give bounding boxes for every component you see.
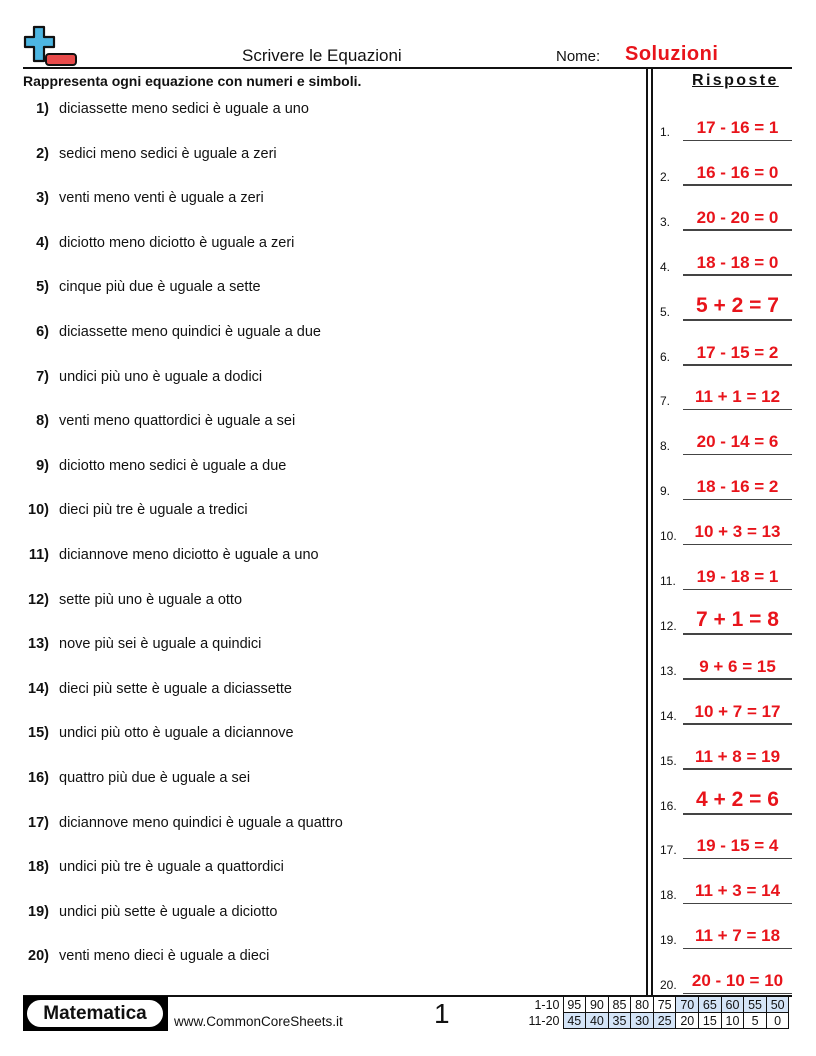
question-number: 9) [36,457,49,474]
question-item [0,458,640,480]
question-item [0,592,640,614]
question-item [0,725,640,747]
score-cell: 15 [699,1013,722,1029]
answer-item [660,740,792,770]
answer-number: 16. [660,798,677,813]
answer-number: 4. [660,259,671,274]
answer-value: 4 + 2 = 6 [696,787,779,811]
answer-value: 10 + 3 = 13 [694,522,781,542]
answer-value: 19 - 15 = 4 [696,836,779,856]
answer-value: 5 + 2 = 7 [696,293,779,317]
answer-value: 18 - 18 = 0 [696,252,779,272]
question-number: 20) [28,948,49,965]
answer-value: 9 + 6 = 15 [699,656,776,676]
answer-number: 7. [660,394,671,409]
answer-item [660,291,792,321]
column-divider [646,68,648,996]
answer-value: 11 + 7 = 18 [694,926,781,946]
answer-line [683,633,792,635]
page-number: 1 [434,998,450,1029]
question-number: 4) [36,234,49,251]
score-cell: 60 [721,997,744,1013]
answer-number: 1. [660,125,671,139]
question-text: cinque più due è uguale a sette [59,279,261,296]
answer-item [660,650,792,680]
question-item [0,904,640,926]
answer-item [660,829,792,859]
answer-item [660,380,792,410]
question-text: undici più tre è uguale a quattordici [59,859,284,876]
question-number: 15) [28,725,49,742]
answer-item [660,515,792,545]
question-text: sedici meno sedici è uguale a zeri [59,145,277,162]
answer-line [683,813,792,815]
question-text: diciotto meno sedici è uguale a due [59,457,287,474]
worksheet-title: Scrivere le Equazioni [242,46,402,65]
score-cell: 90 [586,997,609,1013]
answer-line [683,678,792,680]
score-table [525,996,789,1029]
answers-title: Risposte [692,72,779,89]
answer-number: 12. [660,618,677,633]
question-text: venti meno quattordici è uguale a sei [59,413,296,430]
question-number: 18) [28,859,49,876]
answer-line [683,229,792,231]
answer-number: 8. [660,439,671,454]
answer-line [683,274,792,276]
question-text: diciannove meno quindici è uguale a quattro [59,814,343,831]
answer-number: 19. [660,933,677,948]
answer-value: 20 - 20 = 0 [696,207,779,227]
question-number: 2) [36,145,49,162]
question-number: 13) [28,636,49,653]
score-row-label: 11-20 [528,1013,560,1028]
question-text: undici più uno è uguale a dodici [59,368,263,385]
answer-line [683,184,792,186]
subject-badge [23,996,168,1031]
question-number: 19) [28,903,49,920]
subject-badge-label: Matematica [27,1000,163,1027]
question-number: 14) [28,680,49,697]
score-cell: 75 [653,997,676,1013]
answer-item [660,246,792,276]
answer-number: 11. [660,574,676,588]
answer-line [683,499,792,501]
answer-item [660,964,792,994]
answer-number: 14. [660,708,677,723]
question-item [0,636,640,658]
question-text: dieci più tre è uguale a tredici [59,502,248,519]
question-number: 17) [28,814,49,831]
answer-item [660,336,792,366]
answer-line [683,723,792,725]
score-row-label: 1-10 [534,997,560,1012]
score-cell: 20 [676,1013,699,1029]
question-text: nove più sei è uguale a quindici [59,636,262,653]
question-item [0,547,640,569]
score-cell: 10 [721,1013,744,1029]
answer-item [660,919,792,949]
instructions: Rappresenta ogni equazione con numeri e simboli. [23,73,362,89]
question-number: 1) [36,101,49,117]
answer-item [660,785,792,815]
score-row [525,1013,789,1029]
question-number: 3) [36,190,49,207]
score-cell: 95 [563,997,586,1013]
answer-number: 15. [660,753,677,768]
answer-number: 13. [660,663,677,678]
question-item [0,948,640,970]
score-cell: 35 [608,1013,631,1029]
question-text: diciotto meno diciotto è uguale a zeri [59,234,295,251]
answer-item [660,425,792,455]
name-value: Soluzioni [625,43,719,65]
question-text: undici più sette è uguale a diciotto [59,903,278,920]
answer-line [683,858,792,860]
answer-line [683,768,792,770]
question-number: 16) [28,770,49,786]
answer-value: 7 + 1 = 8 [696,607,779,631]
answer-item [660,605,792,635]
question-text: diciannove meno diciotto è uguale a uno [59,547,319,563]
question-item [0,859,640,881]
question-text: diciassette meno quindici è uguale a due [59,324,321,340]
answer-number: 18. [660,888,677,903]
answer-value: 17 - 15 = 2 [696,342,779,362]
score-cell: 65 [699,997,722,1013]
answer-number: 10. [660,529,677,544]
answer-item [660,470,792,500]
answer-value: 11 + 1 = 12 [694,387,781,407]
answer-value: 18 - 16 = 2 [696,477,779,497]
question-item [0,502,640,524]
answer-item [660,156,792,186]
question-item [0,369,640,391]
question-text: dieci più sette è uguale a diciassette [59,680,292,697]
answer-item [660,111,792,141]
score-cell: 45 [563,1013,586,1029]
answer-value: 16 - 16 = 0 [696,162,779,182]
question-item [0,770,640,792]
website-link[interactable]: www.CommonCoreSheets.it [174,1014,343,1029]
score-cell: 80 [631,997,654,1013]
score-cell: 5 [744,1013,767,1029]
name-label: Nome: [556,48,601,65]
question-number: 6) [36,324,49,340]
score-cell: 50 [766,997,789,1013]
answer-item [660,560,792,590]
answer-value: 11 + 8 = 19 [694,746,781,766]
answer-line [683,140,792,142]
score-row [525,997,789,1013]
answer-value: 17 - 16 = 1 [696,118,779,137]
question-number: 5) [36,279,49,296]
question-text: venti meno venti è uguale a zeri [59,190,264,207]
question-item [0,101,640,123]
answer-line [683,948,792,950]
answer-value: 10 + 7 = 17 [694,701,781,721]
answer-number: 6. [660,349,671,364]
answer-number: 2. [660,169,671,184]
score-cell: 55 [744,997,767,1013]
question-number: 10) [28,502,49,519]
answer-line [683,993,792,995]
score-cell: 0 [766,1013,789,1029]
score-cell: 85 [608,997,631,1013]
answer-item [660,695,792,725]
question-number: 7) [36,368,49,385]
answer-line [683,589,792,591]
answer-line [683,454,792,456]
question-text: quattro più due è uguale a sei [59,770,251,786]
question-item [0,324,640,346]
question-number: 12) [28,591,49,608]
question-item [0,413,640,435]
answer-item [660,874,792,904]
score-cell: 30 [631,1013,654,1029]
answer-number: 9. [660,484,671,499]
question-item [0,815,640,837]
answer-value: 11 + 3 = 14 [694,881,781,901]
score-cell: 25 [653,1013,676,1029]
answer-item [660,201,792,231]
answer-line [683,544,792,546]
question-text: undici più otto è uguale a diciannove [59,725,294,742]
question-item [0,190,640,212]
answer-number: 5. [660,304,671,319]
question-text: diciassette meno sedici è uguale a uno [59,101,309,117]
score-cell: 70 [676,997,699,1013]
question-item [0,235,640,257]
question-item [0,681,640,703]
answer-number: 3. [660,214,671,229]
answer-value: 19 - 18 = 1 [696,567,779,586]
question-item [0,146,640,168]
question-text: venti meno dieci è uguale a dieci [59,948,270,965]
answer-line [683,903,792,905]
answer-line [683,319,792,321]
question-number: 11) [28,547,49,563]
answer-value: 20 - 14 = 6 [696,432,779,452]
answer-number: 20. [660,978,677,993]
question-item [0,279,640,301]
column-divider [651,68,653,996]
question-number: 8) [36,413,49,430]
answer-value: 20 - 10 = 10 [691,971,784,991]
question-text: sette più uno è uguale a otto [59,591,243,608]
header-rule [23,67,792,69]
answer-number: 17. [660,843,677,858]
answer-line [683,409,792,411]
answer-line [683,364,792,366]
plus-minus-logo-icon [23,25,79,67]
score-cell: 40 [586,1013,609,1029]
